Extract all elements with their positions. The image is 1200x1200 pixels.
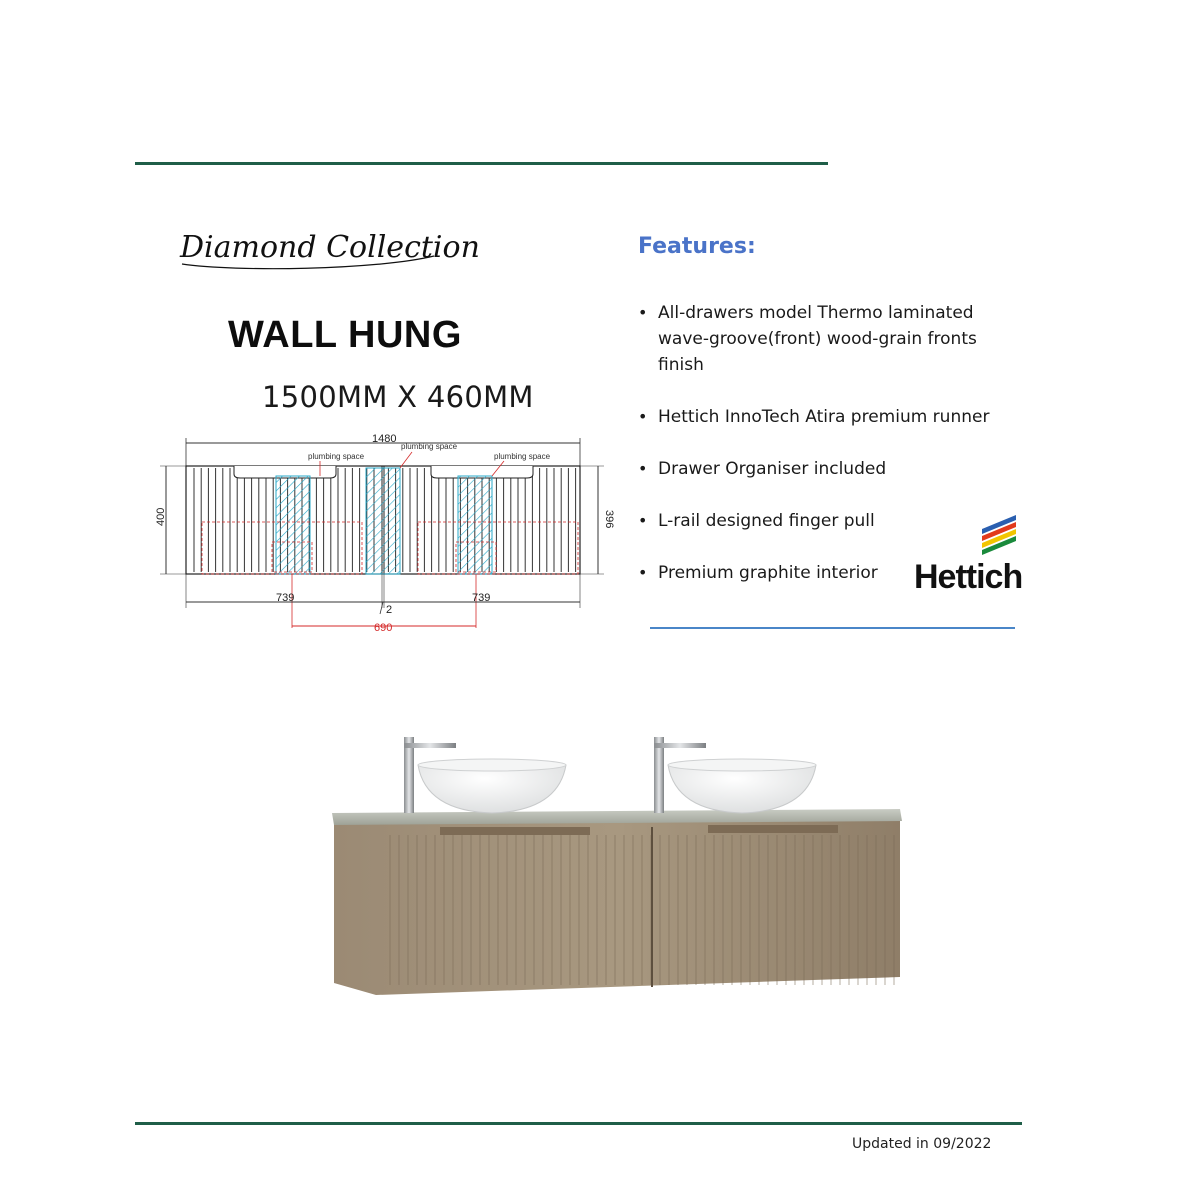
dim-plumbing-span: 690 (374, 622, 393, 634)
hettich-logo (912, 516, 1032, 596)
collection-logo (176, 212, 480, 282)
plumbing-label-left: plumbing space (308, 452, 365, 461)
bullet-icon: • (638, 563, 648, 582)
dim-height-right: 396 (603, 510, 615, 529)
product-title: WALL HUNG (228, 314, 462, 356)
dim-overall-width: 1480 (372, 433, 397, 445)
technical-drawing (150, 430, 620, 640)
bottom-divider (135, 1122, 1022, 1125)
hettich-logo-text: Hettich (914, 558, 1023, 596)
dim-left-section: 739 (276, 592, 295, 604)
bullet-icon: • (638, 511, 648, 530)
top-divider (135, 162, 828, 165)
collection-logo-script (176, 212, 480, 282)
plumbing-label-center: plumbing space (401, 442, 458, 451)
feature-item: • Premium graphite interior (636, 560, 1016, 586)
dim-height-left: 400 (155, 507, 167, 526)
feature-item: • Hettich InnoTech Atira premium runner (636, 404, 1016, 430)
bullet-icon: • (638, 303, 648, 322)
dim-gap: 2 (386, 604, 393, 616)
product-image (320, 715, 910, 1015)
bullet-icon: • (638, 407, 648, 426)
plumbing-label-right: plumbing space (494, 452, 551, 461)
bullet-icon: • (638, 459, 648, 478)
update-note: Updated in 09/2022 (852, 1136, 992, 1152)
feature-item: • All-drawers model Thermo laminated wave-groove(front) wood-grain fronts finish (636, 300, 1016, 378)
feature-item: • L-rail designed finger pull (636, 508, 1016, 534)
collection-logo-text: Diamond Collection (180, 230, 480, 265)
dim-right-section: 739 (472, 592, 491, 604)
feature-item: • Drawer Organiser included (636, 456, 1016, 482)
features-divider (650, 627, 1015, 629)
product-dimensions: 1500MM X 460MM (262, 380, 534, 414)
features-heading: Features: (638, 234, 756, 259)
